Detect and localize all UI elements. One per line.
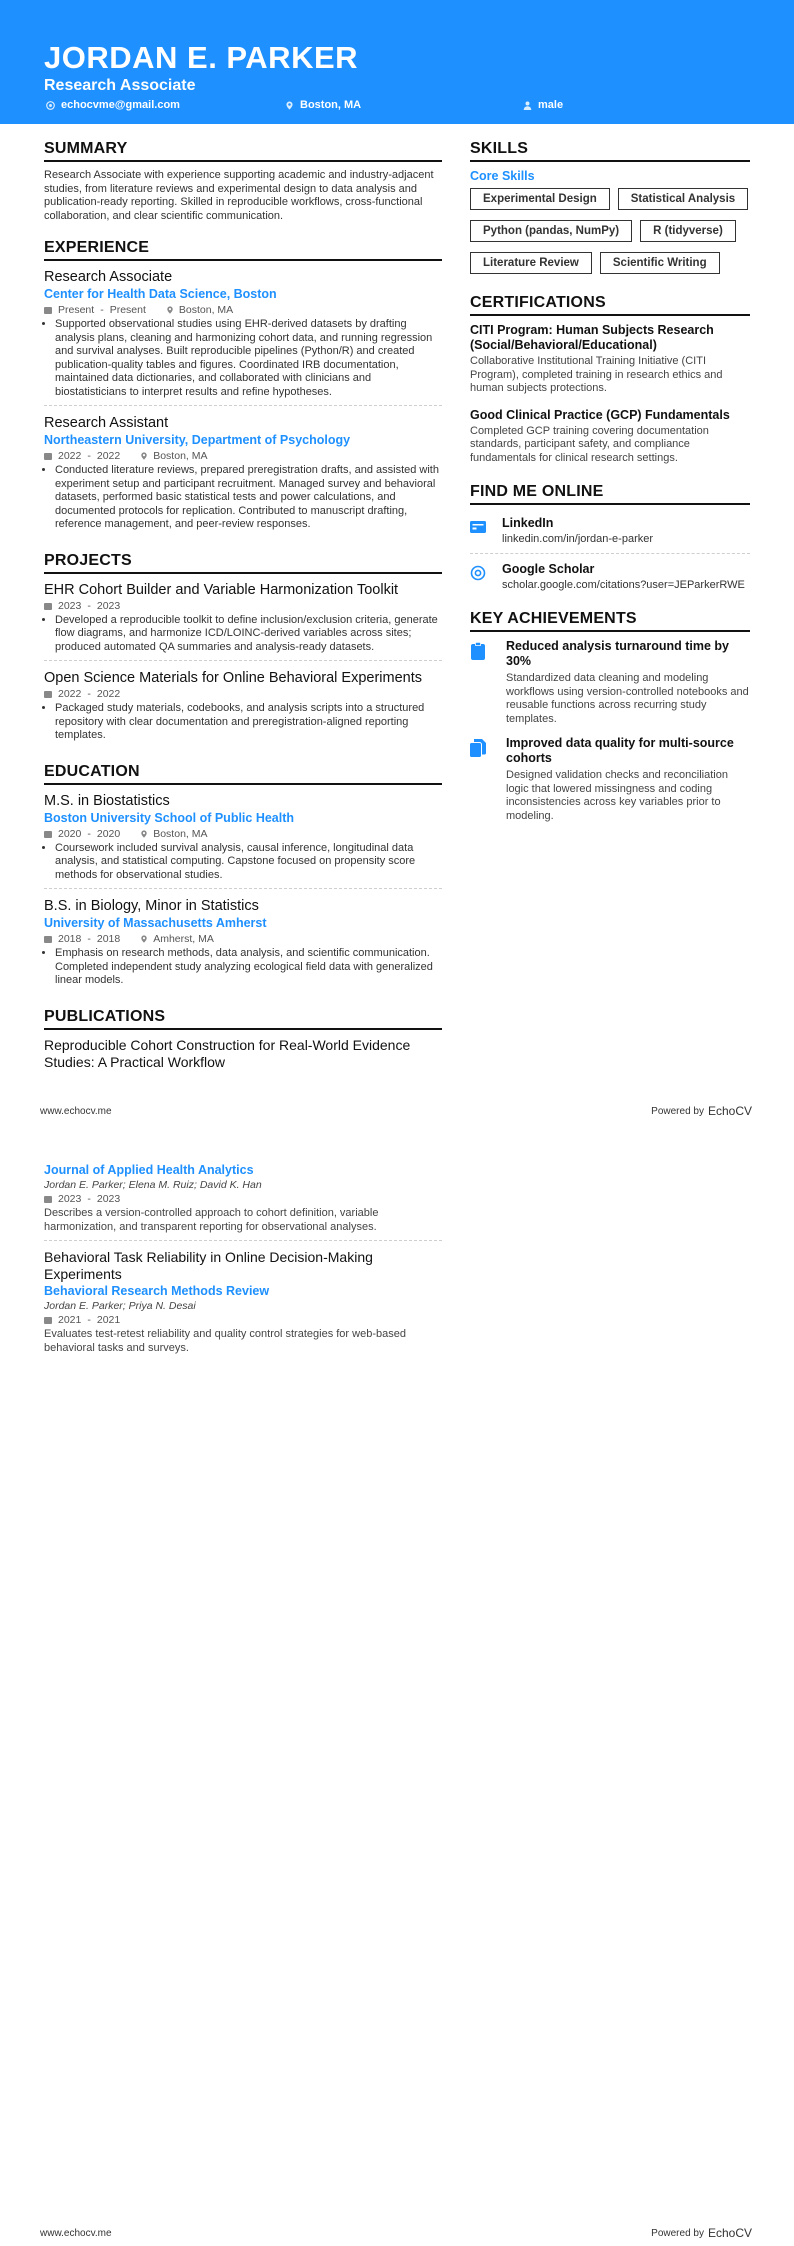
start-date: Present: [58, 304, 95, 316]
calendar-icon: [44, 452, 52, 460]
calendar-icon: [44, 830, 52, 838]
date-separator: -: [87, 450, 91, 462]
bullet-list: [44, 702, 442, 743]
achievement-title: Reduced analysis turnaround time by 30%: [506, 639, 729, 668]
at-sign-icon: [46, 101, 55, 110]
candidate-name: JORDAN E. PARKER: [44, 40, 359, 75]
date-separator: -: [100, 304, 104, 316]
end-date: 2018: [96, 933, 121, 945]
skills-list: [470, 188, 755, 274]
certification-desc: Completed GCP training covering documentation standards, participant safety, and compliance fundamentals for clinical research settings.: [470, 424, 709, 464]
calendar-icon: [44, 306, 52, 314]
start-date: 2020: [58, 827, 82, 840]
education-section: [44, 763, 442, 994]
degree-title: B.S. in Biology, Minor in Statistics: [44, 898, 259, 914]
education-entry: [44, 897, 442, 994]
certification-item: [470, 408, 750, 466]
publication-title: Behavioral Task Reliability in Online Decision-Making Experiments: [44, 1249, 373, 1282]
skill-chip: Experimental Design: [470, 188, 610, 210]
education-entry: [44, 792, 442, 890]
degree-title: M.S. in Biostatistics: [44, 792, 170, 809]
skill-chip: Scientific Writing: [600, 252, 720, 274]
skill-chip: Statistical Analysis: [618, 188, 748, 210]
summary-heading: SUMMARY: [44, 140, 442, 162]
employer: Northeastern University, Department of Psychology: [44, 433, 351, 447]
achievement-item: [470, 736, 750, 823]
footer-site[interactable]: www.echocv.me: [40, 2227, 112, 2239]
entry-meta: [44, 933, 442, 945]
education-heading: EDUCATION: [44, 763, 442, 785]
bullet-list: [44, 464, 442, 532]
date-separator: -: [87, 933, 91, 945]
right-column: [470, 140, 750, 833]
project-entry: [44, 581, 442, 662]
entry-meta: [44, 450, 442, 462]
bullet-list: [44, 614, 442, 655]
publication-entry: [44, 1162, 442, 1241]
person-icon: [523, 101, 532, 110]
experience-section: [44, 239, 442, 538]
online-url[interactable]: scholar.google.com/citations?user=JEParkerRWE: [502, 578, 745, 591]
start-date: 2021: [58, 1314, 82, 1326]
skills-subheading: Core Skills: [470, 169, 535, 183]
bullet-item: • Coursework included survival analysis, causal inference, longitudinal data analysis, and statistical computing. Capstone focused on propensity score methods for observational studies.: [55, 842, 442, 883]
project-entry: [44, 669, 442, 749]
certification-title: Good Clinical Practice (GCP) Fundamentals: [470, 407, 730, 422]
at-sign-icon: [470, 565, 486, 581]
school-name: Boston University School of Public Health: [44, 810, 295, 825]
start-date: 2023: [58, 599, 82, 612]
location-text: Boston, MA: [153, 450, 208, 462]
certifications-heading: CERTIFICATIONS: [470, 294, 750, 316]
skills-heading: SKILLS: [470, 140, 750, 162]
start-date: 2022: [58, 688, 82, 700]
location-text: Boston, MA: [178, 304, 234, 316]
online-name: Google Scholar: [502, 561, 595, 576]
projects-heading: PROJECTS: [44, 552, 442, 574]
map-pin-icon: [166, 306, 174, 314]
publication-title: Reproducible Cohort Construction for Real-World Evidence Studies: A Practical Workflow: [44, 1036, 411, 1070]
location-text: Boston, MA: [300, 99, 362, 111]
publication-authors: Jordan E. Parker; Elena M. Ruiz; David K. Han: [44, 1179, 262, 1191]
publication-desc: Evaluates test-retest reliability and quality control strategies for web-based behavioral tasks and surveys.: [44, 1328, 406, 1354]
footer-powered: Powered by: [651, 1105, 704, 1117]
left-column-continued: [44, 1162, 442, 1369]
resume-header: [0, 0, 794, 124]
projects-section: [44, 552, 442, 749]
school-name: University of Massachusetts Amherst: [44, 916, 267, 930]
contact-gender: [523, 99, 563, 111]
left-column: [44, 140, 442, 1085]
end-date: 2021: [96, 1314, 121, 1326]
candidate-role: Research Associate: [44, 77, 196, 94]
bullet-item: • Packaged study materials, codebooks, and analysis scripts into a structured repository with clear documentation and preregistration-aligned reporting templates.: [55, 702, 442, 743]
entry-location: [166, 304, 233, 316]
bullet-list: [44, 318, 442, 399]
date-separator: -: [87, 1314, 91, 1326]
bullet-list: [44, 842, 442, 883]
footer-brand: EchoCV: [707, 1104, 752, 1118]
publication-entry: [44, 1249, 442, 1361]
location-text: Amherst, MA: [153, 933, 214, 945]
skill-chip: Literature Review: [470, 252, 592, 274]
calendar-icon: [44, 690, 52, 698]
publication-authors: Jordan E. Parker; Priya N. Desai: [44, 1300, 196, 1312]
footer-site[interactable]: www.echocv.me: [40, 1105, 112, 1117]
end-date: 2022: [96, 688, 121, 700]
online-heading: FIND ME ONLINE: [470, 483, 750, 505]
date-separator: -: [87, 1193, 91, 1205]
location-text: Boston, MA: [153, 827, 208, 840]
end-date: 2020: [96, 827, 121, 840]
documents-icon: [470, 739, 486, 757]
date-separator: -: [87, 688, 91, 700]
end-date: 2023: [96, 599, 121, 612]
entry-location: [140, 933, 214, 945]
email-text: echocvme@gmail.com: [61, 99, 180, 111]
summary-section: [44, 140, 442, 223]
online-link-linkedin[interactable]: [470, 512, 750, 554]
online-url[interactable]: linkedin.com/in/jordan-e-parker: [502, 533, 654, 545]
map-pin-icon: [140, 452, 148, 460]
end-date: 2022: [96, 450, 121, 462]
experience-heading: EXPERIENCE: [44, 239, 442, 261]
entry-meta: [44, 600, 442, 612]
bullet-item: • Conducted literature reviews, prepared preregistration drafts, and assisted with experiment setup and participant recruitment. Managed survey and behavioral datasets, performed basic statistical tests and power calculations, and documented protocols for replication. Contributed to manuscript drafting, reference management, and peer-review responses.: [55, 464, 442, 532]
entry-meta: [44, 688, 442, 700]
footer-powered: Powered by: [651, 2227, 704, 2239]
publication-journal: Journal of Applied Health Analytics: [44, 1163, 254, 1177]
map-pin-icon: [140, 935, 148, 943]
calendar-icon: [44, 1195, 52, 1203]
certification-title: CITI Program: Human Subjects Research (Social/Behavioral/Educational): [470, 323, 714, 352]
contact-location: [285, 99, 361, 111]
map-pin-icon: [140, 830, 148, 838]
end-date: Present: [109, 304, 146, 316]
linkedin-icon: [470, 519, 486, 535]
page-footer: [40, 1104, 752, 1118]
certification-desc: Collaborative Institutional Training Initiative (CITI Program), completed training in research ethics and human subjects protections.: [470, 355, 723, 394]
bullet-list: [44, 947, 442, 988]
clipboard-icon: [470, 642, 486, 660]
entry-meta: [44, 304, 442, 316]
skill-chip: R (tidyverse): [640, 220, 736, 242]
bullet-item: • Emphasis on research methods, data analysis, and scientific communication. Completed independent study analyzing ecological field data with generalized linear models.: [55, 947, 442, 988]
map-pin-icon: [285, 101, 294, 110]
gender-text: male: [538, 99, 564, 111]
bullet-item: • Developed a reproducible toolkit to define inclusion/exclusion criteria, generate flow diagrams, and harmonize ICD/LOINC-derived variables across sites; produced automated QA summaries and analysis-ready datasets.: [55, 614, 442, 655]
achievement-desc: Designed validation checks and reconciliation logic that lowered missingness and coding inconsistencies across key variables prior to modeling.: [506, 769, 728, 822]
online-link-scholar[interactable]: [470, 558, 750, 599]
calendar-icon: [44, 1316, 52, 1324]
summary-text: Research Associate with experience supporting academic and industry-adjacent studies, from literature reviews and experimental design to data analysis and publication-ready reporting. Skilled in reproducible workflows, cross-functional collaboration, and clear scientific communication.: [44, 169, 434, 222]
page-footer: [40, 2226, 752, 2240]
experience-entry: [44, 268, 442, 406]
publication-journal: Behavioral Research Methods Review: [44, 1284, 270, 1298]
skill-chip: Python (pandas, NumPy): [470, 220, 632, 242]
calendar-icon: [44, 935, 52, 943]
start-date: 2022: [58, 450, 82, 462]
job-title: Research Assistant: [44, 415, 169, 431]
date-separator: -: [87, 599, 91, 612]
certification-item: [470, 323, 750, 396]
job-title: Research Associate: [44, 269, 173, 285]
entry-meta: [44, 828, 442, 840]
experience-entry: [44, 414, 442, 538]
start-date: 2023: [58, 1193, 82, 1205]
project-title: Open Science Materials for Online Behavioral Experiments: [44, 670, 422, 686]
achievement-title: Improved data quality for multi-source cohorts: [506, 736, 734, 765]
online-name: LinkedIn: [502, 516, 554, 530]
entry-location: [140, 828, 207, 840]
achievement-desc: Standardized data cleaning and modeling workflows using version-controlled notebooks and reusable functions across recurring study templates.: [506, 672, 749, 725]
publication-desc: Describes a version-controlled approach to cohort definition, variable harmonization, and transparent reporting for observational analyses.: [44, 1207, 379, 1233]
footer-brand: EchoCV: [707, 2226, 752, 2240]
entry-meta: [44, 1193, 442, 1205]
entry-meta: [44, 1314, 442, 1326]
contact-email[interactable]: [46, 99, 180, 111]
employer: Center for Health Data Science, Boston: [44, 287, 277, 301]
entry-location: [140, 450, 207, 462]
end-date: 2023: [96, 1193, 121, 1205]
publications-section: [44, 1008, 442, 1071]
date-separator: -: [87, 827, 91, 840]
project-title: EHR Cohort Builder and Variable Harmonization Toolkit: [44, 581, 399, 598]
achievement-item: [470, 639, 750, 726]
bullet-item: • Supported observational studies using EHR-derived datasets by drafting analysis plans, cleaning and harmonizing cohort data, and running regression and survival analyses. Built reproducible pipelines (Python/R) and created publication-quality tables and figures. Coordinated IRB documentation, maintained data dictionaries, and collaborated with clinicians and biostatisticians to interpret results and refine hypotheses.: [55, 318, 442, 399]
publications-heading: PUBLICATIONS: [44, 1008, 442, 1030]
start-date: 2018: [58, 933, 82, 945]
calendar-icon: [44, 602, 52, 610]
achievements-heading: KEY ACHIEVEMENTS: [470, 610, 750, 632]
